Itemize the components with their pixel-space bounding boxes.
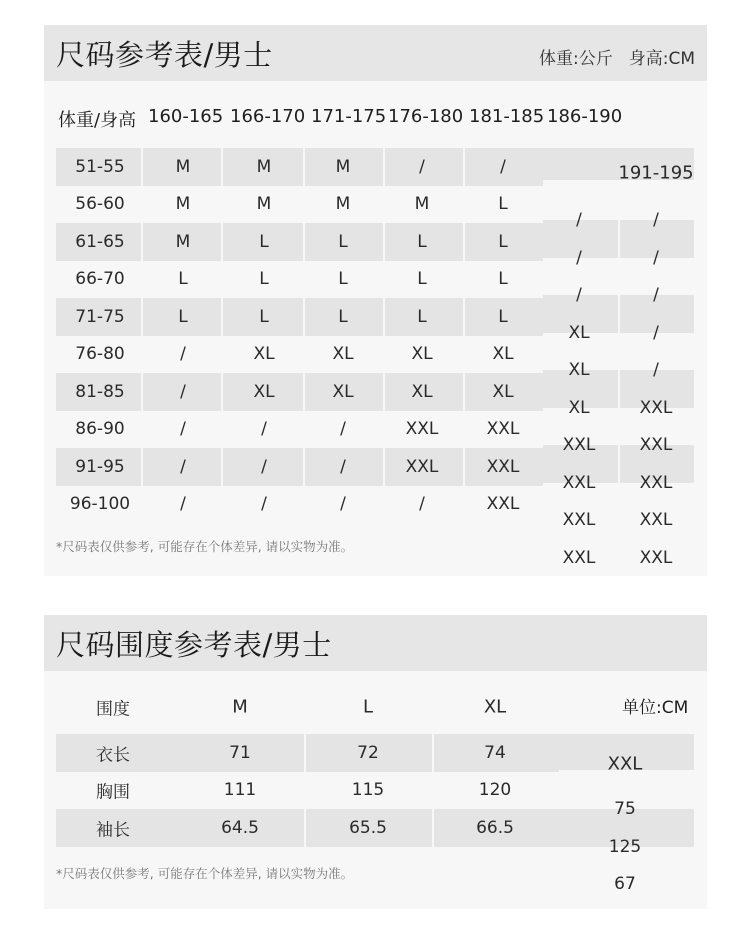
measure-row-label: 衣长 <box>96 745 130 766</box>
measure-row-label: 袖长 <box>96 820 130 841</box>
size-cell: / <box>180 344 186 365</box>
size-cell: / <box>576 210 582 230</box>
column-divider <box>432 734 434 847</box>
size-cell: XXL <box>562 435 596 455</box>
size-cell: XXL <box>639 435 673 455</box>
size-cell: / <box>653 322 659 343</box>
column-divider <box>303 148 305 523</box>
measure-cell: 65.5 <box>349 817 387 838</box>
size-cell: / <box>653 360 659 380</box>
size-cell: M <box>175 156 191 177</box>
weight-label: 61-65 <box>75 231 125 252</box>
measure-cell: 125 <box>608 836 642 857</box>
row-band <box>56 448 543 486</box>
size-cell: M <box>175 231 191 252</box>
size-cell: M <box>414 194 430 215</box>
size-cell: XXL <box>562 472 596 493</box>
row-band <box>56 298 543 336</box>
column-divider <box>463 148 465 523</box>
size-cell: / <box>340 494 346 515</box>
size-cell: XXL <box>562 547 596 568</box>
measure-header-label: 围度 <box>96 699 130 720</box>
column-divider <box>618 215 620 515</box>
size-cell: L <box>498 269 508 290</box>
weight-label: 81-85 <box>75 381 125 402</box>
measure-size-header: XXL <box>607 753 643 775</box>
size-chart-units <box>539 44 695 69</box>
weight-label: 66-70 <box>75 269 125 290</box>
size-cell: XL <box>492 381 514 402</box>
size-cell: / <box>653 247 659 268</box>
height-col-header: 176-180 <box>388 106 464 127</box>
size-cell: XXL <box>639 547 673 568</box>
measure-cell: 120 <box>478 780 512 801</box>
size-cell: L <box>498 306 508 327</box>
size-cell: / <box>180 456 186 477</box>
size-cell: / <box>576 247 582 268</box>
size-cell: XXL <box>486 456 520 477</box>
row-band <box>56 223 543 261</box>
corner-header: 体重/身高 <box>58 110 137 131</box>
size-chart-title: 尺码参考表/男士 <box>56 38 273 72</box>
measure-chart-title: 尺码围度参考表/男士 <box>56 628 332 662</box>
size-cell: / <box>653 285 659 305</box>
height-col-header: 166-170 <box>230 106 306 127</box>
column-divider <box>221 148 223 523</box>
weight-unit-label: 体重:公斤 <box>539 49 613 69</box>
size-cell: L <box>417 306 427 327</box>
size-cell: M <box>256 194 272 215</box>
weight-label: 91-95 <box>75 456 125 477</box>
size-cell: XL <box>253 381 275 402</box>
size-cell: XXL <box>639 510 673 530</box>
measure-cell: 115 <box>351 780 385 801</box>
size-cell: / <box>419 494 425 515</box>
size-cell: XXL <box>562 510 596 530</box>
height-col-header: 160-165 <box>148 106 224 127</box>
size-cell: XXL <box>639 472 673 493</box>
size-cell: XXL <box>486 419 520 440</box>
height-unit-label: 身高:CM <box>628 49 695 69</box>
size-cell: XL <box>568 397 590 418</box>
size-cell: L <box>178 269 188 290</box>
size-cell: XXL <box>639 397 673 418</box>
size-cell: / <box>340 419 346 440</box>
size-cell: / <box>261 419 267 440</box>
size-cell: L <box>338 231 348 252</box>
size-cell: / <box>180 419 186 440</box>
measure-chart-panel <box>44 615 707 909</box>
measure-cell: 67 <box>614 874 636 894</box>
column-divider <box>304 734 306 847</box>
measure-size-header: M <box>232 696 248 718</box>
size-cell: L <box>417 269 427 290</box>
measure-size-header: XL <box>483 696 507 718</box>
measure-cell: 75 <box>614 799 636 819</box>
measure-cell: 71 <box>229 742 251 763</box>
weight-label: 51-55 <box>75 156 125 177</box>
size-cell: / <box>180 381 186 402</box>
size-cell: / <box>500 156 506 177</box>
size-cell: XL <box>568 322 590 343</box>
size-cell: L <box>338 306 348 327</box>
size-cell: L <box>417 231 427 252</box>
size-cell: L <box>259 269 269 290</box>
size-cell: / <box>653 210 659 230</box>
measure-cell: 74 <box>484 742 506 763</box>
measure-cell: 64.5 <box>221 817 259 838</box>
size-chart-panel <box>44 25 707 576</box>
size-cell: XXL <box>405 419 439 440</box>
size-cell: XL <box>411 344 433 365</box>
weight-label: 96-100 <box>69 494 131 515</box>
size-cell: L <box>498 194 508 215</box>
column-divider <box>383 148 385 523</box>
size-cell: XXL <box>405 456 439 477</box>
weight-label: 71-75 <box>75 306 125 327</box>
measure-cell: 66.5 <box>476 817 514 838</box>
row-band <box>56 373 543 411</box>
measure-row-label: 胸围 <box>96 782 130 803</box>
height-col-header: 181-185 <box>469 106 545 127</box>
size-cell: L <box>259 306 269 327</box>
measure-size-header: L <box>362 696 374 718</box>
height-col-header: 171-175 <box>311 106 387 127</box>
size-cell: XL <box>411 381 433 402</box>
measure-chart-note: *尺码表仅供参考, 可能存在个体差异, 请以实物为准。 <box>56 866 354 881</box>
size-cell: XL <box>492 344 514 365</box>
height-col-header: 186-190 <box>547 106 623 127</box>
weight-label: 56-60 <box>75 194 125 215</box>
size-cell: L <box>259 231 269 252</box>
size-chart-note: *尺码表仅供参考, 可能存在个体差异, 请以实物为准。 <box>56 539 354 554</box>
size-cell: / <box>180 494 186 515</box>
weight-label: 76-80 <box>75 344 125 365</box>
size-cell: XL <box>568 360 590 380</box>
size-cell: M <box>335 156 351 177</box>
size-cell: / <box>261 494 267 515</box>
size-cell: / <box>419 156 425 177</box>
measure-cell: 111 <box>223 780 257 801</box>
size-cell: / <box>261 456 267 477</box>
size-cell: L <box>178 306 188 327</box>
column-divider <box>141 148 143 523</box>
measure-cell: 72 <box>357 742 379 763</box>
size-cell: M <box>256 156 272 177</box>
size-cell: XL <box>332 381 354 402</box>
measure-chart-title-bar <box>44 615 707 671</box>
size-cell: M <box>175 194 191 215</box>
size-cell: / <box>340 456 346 477</box>
measure-unit-label: 单位:CM <box>622 698 689 718</box>
size-cell: XL <box>253 344 275 365</box>
size-cell: XL <box>332 344 354 365</box>
size-cell: XXL <box>486 494 520 515</box>
size-chart-title-bar <box>44 25 707 81</box>
size-cell: M <box>335 194 351 215</box>
height-col-header: 191-195 <box>618 162 694 184</box>
size-cell: / <box>576 285 582 305</box>
size-cell: L <box>498 231 508 252</box>
weight-label: 86-90 <box>75 419 125 440</box>
size-cell: L <box>338 269 348 290</box>
row-band <box>56 148 543 186</box>
